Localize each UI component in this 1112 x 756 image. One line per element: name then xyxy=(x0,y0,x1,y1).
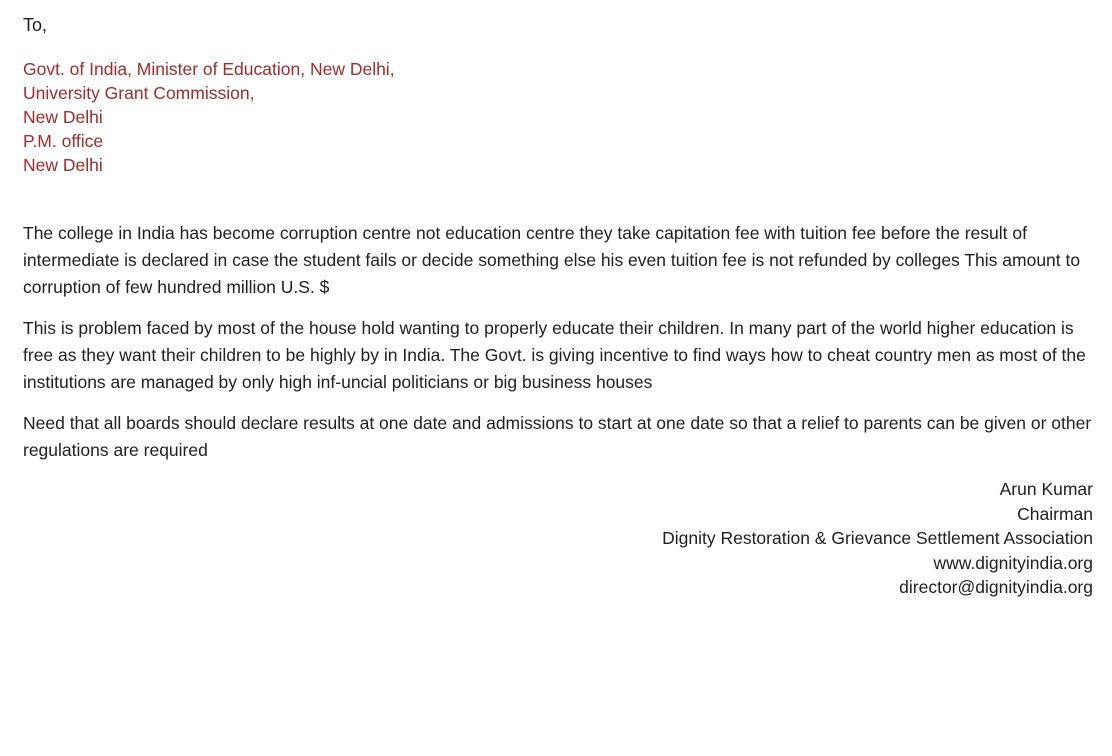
recipient-line: University Grant Commission, xyxy=(23,83,255,103)
salutation: To, xyxy=(23,15,48,35)
recipient-line: New Delhi xyxy=(23,107,103,127)
body-paragraph: This is problem faced by most of the house hold wanting to properly educate their children. In many part of the world higher education is free as they want their children to be highly by in India. The Govt. is giving incentive to find ways how to cheat country men as most of the institutions are managed by only high inf-uncial politicians or big business houses xyxy=(23,318,1086,392)
recipient-line: Govt. of India, Minister of Education, New Delhi, xyxy=(23,59,395,79)
body-paragraph: Need that all boards should declare results at one date and admissions to start at one date so that a relief to parents can be given or other regulations are required xyxy=(23,413,1092,460)
signature-title: Chairman xyxy=(1017,503,1093,524)
signature-organization: Dignity Restoration & Grievance Settlement Association xyxy=(662,528,1093,548)
recipient-line: New Delhi xyxy=(23,155,103,175)
signature-website: www.dignityindia.org xyxy=(933,552,1093,573)
signature-name: Arun Kumar xyxy=(999,479,1093,499)
signature-block xyxy=(23,477,1093,600)
recipient-line: P.M. office xyxy=(23,131,104,151)
recipient-block xyxy=(23,57,1093,177)
body-paragraph: The college in India has become corruption centre not education centre they take capitation fee with tuition fee before the result of intermediate is declared in case the student fails or decide something else his even tuition fee is not refunded by colleges This amount to corruption of few hundred million U.S. $ xyxy=(23,223,1081,297)
signature-email: director@dignityindia.org xyxy=(899,577,1093,597)
